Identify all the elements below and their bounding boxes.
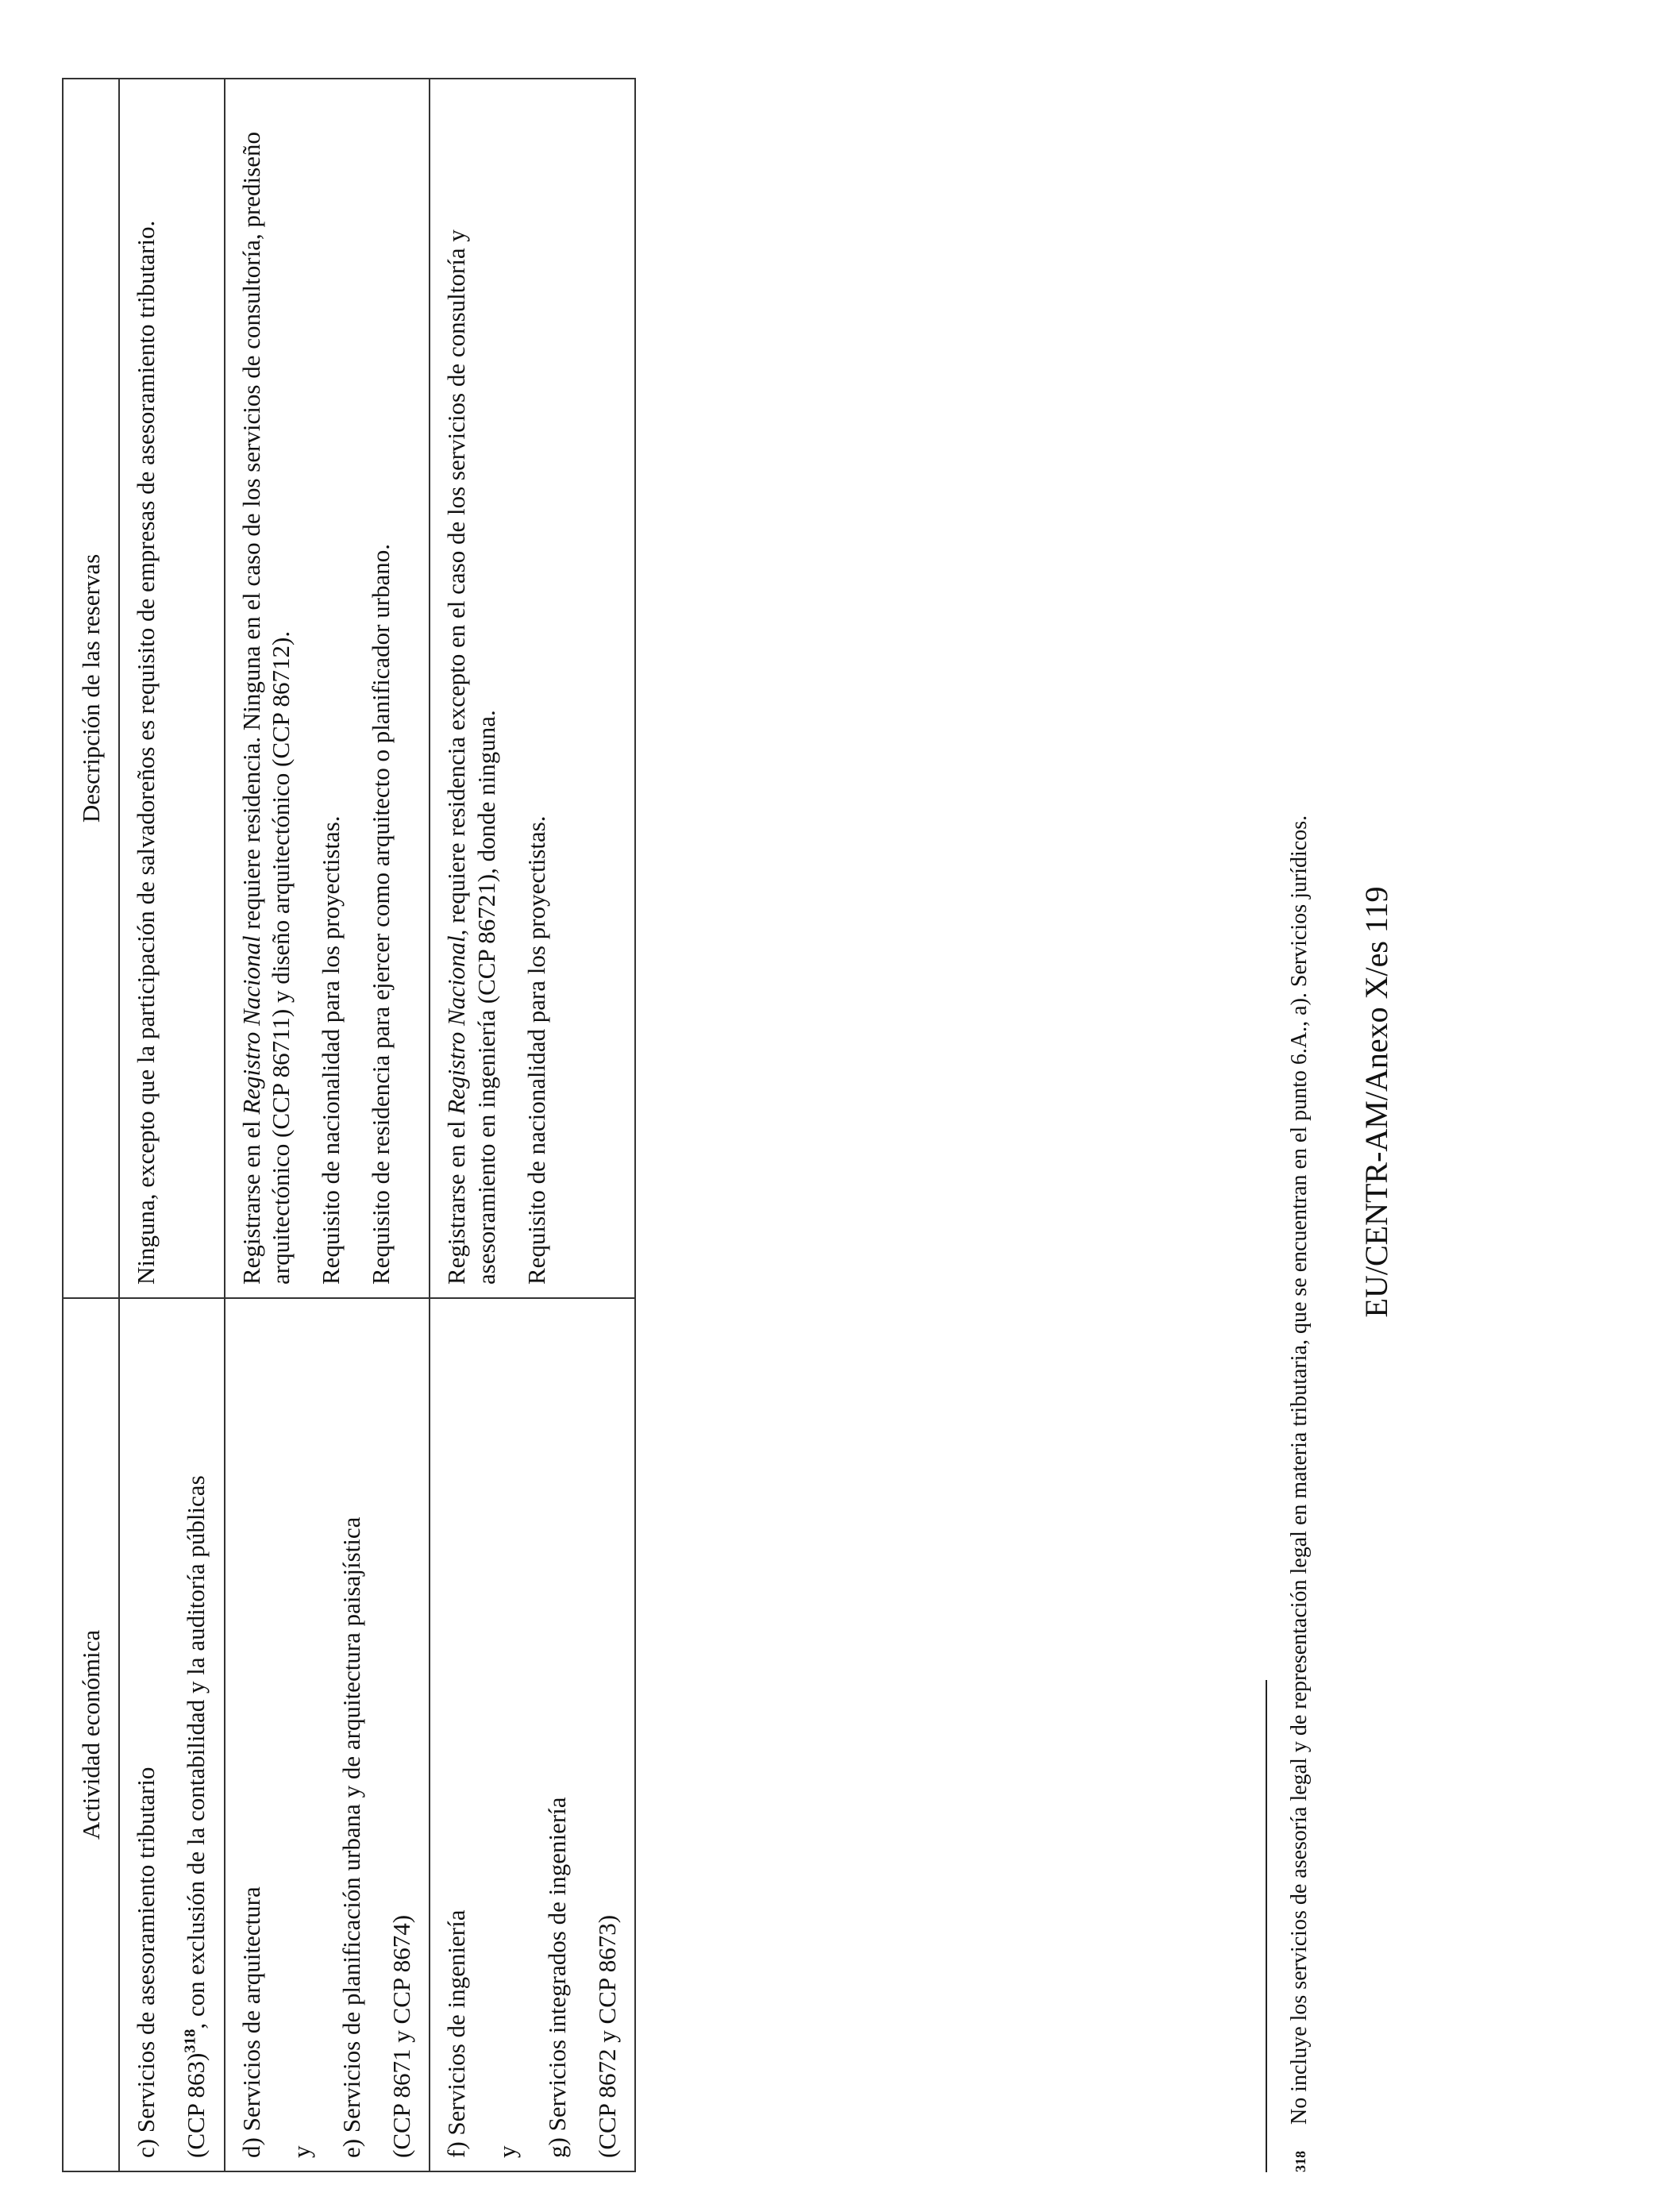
activity-line: (CCP 8671 y CCP 8674) xyxy=(387,1914,416,2158)
table-row xyxy=(119,79,224,2171)
activity-line: y xyxy=(287,2145,315,2158)
footnote-text: No incluye los servicios de asesoría legal y de representación legal en materia tributaria, que se encuentran en el punto 6.A., a). Servicios jurídicos. xyxy=(1287,815,1312,2125)
footnote-divider xyxy=(1266,1680,1267,2172)
activity-line: c) Servicios de asesoramiento tributario xyxy=(132,1767,160,2158)
reserves-table xyxy=(62,78,636,2172)
registry-name: Registro Nacional xyxy=(442,935,471,1115)
description-line xyxy=(441,92,500,1285)
description-line: Requisito de nacionalidad para los proyectistas. xyxy=(522,815,550,1285)
footnote-number: 318 xyxy=(1292,2151,1308,2172)
footnote-ref: 318 xyxy=(182,2029,200,2053)
description-cell xyxy=(225,79,430,1298)
header-description: Descripción de las reservas xyxy=(63,79,119,1298)
page-reference: EU/CENTR-AM/Anexo X/es 119 xyxy=(1358,886,1394,1318)
description-text: Registrarse en el xyxy=(442,1114,471,1285)
description-line xyxy=(237,92,295,1285)
description-text: requiere residencia. Ninguna en el caso de los servicios de consultoría, prediseño arquitectónico (CCP 86711) y diseño arquitectónico (CCP 86712). xyxy=(237,132,295,1285)
registry-name: Registro Nacional xyxy=(237,935,265,1115)
description-line: Requisito de residencia para ejercer como arquitecto o planificador urbano. xyxy=(367,543,395,1285)
description-line: Ninguna, excepto que la participación de salvadoreños es requisito de empresas de asesoramiento tributario. xyxy=(132,220,160,1285)
activity-line: e) Servicios de planificación urbana y de arquitectura paisajística xyxy=(337,1516,365,2158)
description-line: Requisito de nacionalidad para los proyectistas. xyxy=(316,815,345,1285)
description-cell xyxy=(430,79,635,1298)
table-row xyxy=(430,79,635,2171)
activity-cell xyxy=(430,1298,635,2171)
activity-line xyxy=(181,1312,210,2158)
table-row xyxy=(225,79,430,2171)
table-header-row xyxy=(63,79,119,2171)
footnote xyxy=(1286,108,1313,2172)
description-cell xyxy=(119,79,224,1298)
activity-cell xyxy=(225,1298,430,2171)
description-text: , requiere residencia excepto en el caso de los servicios de consultoría y asesoramiento en ingeniería (CCP 86721), donde ninguna. xyxy=(442,229,500,1285)
activity-line: g) Servicios integrados de ingeniería xyxy=(542,1797,571,2158)
activity-line: y xyxy=(492,2145,521,2158)
activity-line: (CCP 8672 y CCP 8673) xyxy=(592,1914,621,2158)
activity-cell xyxy=(119,1298,224,2171)
header-activity: Actividad económica xyxy=(63,1298,119,2171)
activity-line: f) Servicios de ingeniería xyxy=(442,1909,471,2158)
description-text: Registrarse en el xyxy=(237,1114,265,1285)
ccp-code: (CCP 863) xyxy=(182,2052,210,2158)
activity-line: d) Servicios de arquitectura xyxy=(237,1886,265,2158)
activity-text: , con exclusión de la contabilidad y la auditoría públicas xyxy=(182,1475,210,2029)
